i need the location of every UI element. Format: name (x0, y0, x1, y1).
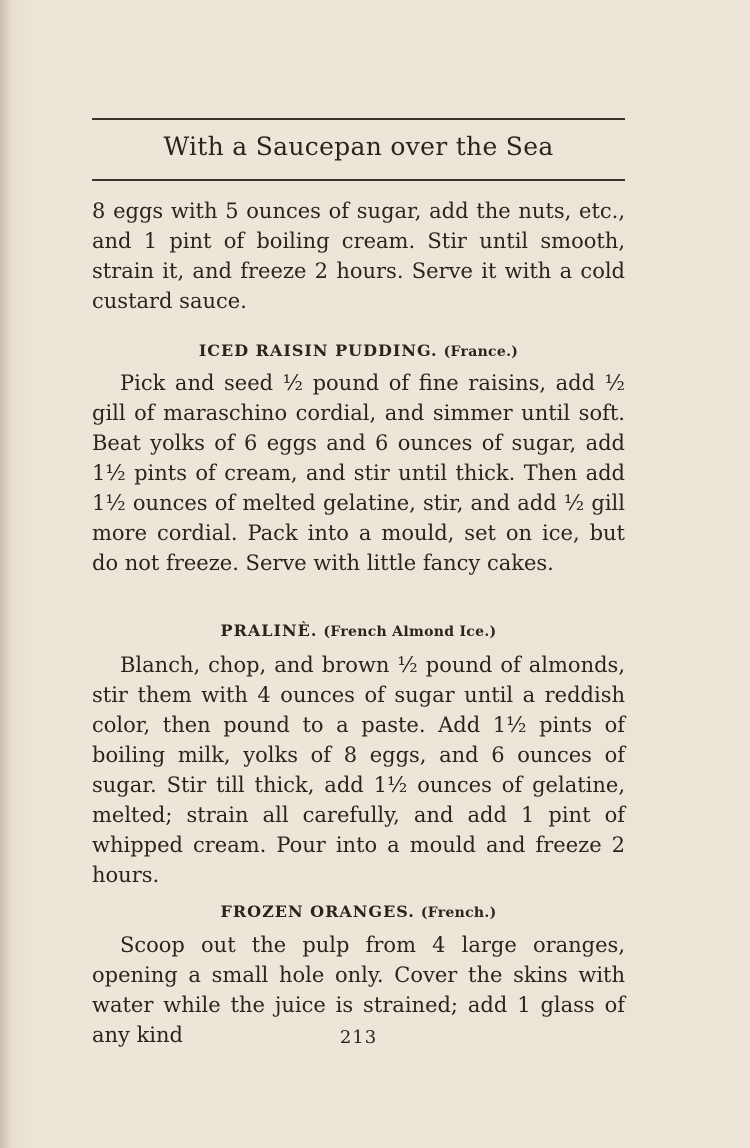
recipe-text-praline: Blanch, chop, and brown ½ pound of almonds, stir them with 4 ounces of sugar until a reddish color, then pound to a paste. Add 1½ pints of boiling milk, yolks of 8 eggs, and 6 ounces of sugar. Stir till thick, add 1½ ounces of gelatine, melted; strain all carefully, and add 1 pint of whipped cream. Pour into a mould and freeze 2 hours. (92, 653, 625, 887)
page-spine-shadow (0, 0, 10, 1148)
recipe-heading-iced-raisin-pudding (92, 341, 625, 360)
recipe-heading-praline (92, 621, 625, 640)
header-rule-top (92, 118, 625, 120)
recipe-text-iced-raisin-pudding: Pick and seed ½ pound of fine raisins, add ½ gill of maraschino cordial, and simmer until soft. Beat yolks of 6 eggs and 6 ounces of sugar, add 1½ pints of cream, and stir until thick. Then add 1½ ounces of melted gelatine, stir, and add ½ gill more cordial. Pack into a mould, set on ice, but do not freeze. Serve with little fancy cakes. (92, 371, 625, 575)
recipe-title: ICED RAISIN PUDDING. (198, 341, 438, 360)
recipe-heading-frozen-oranges (92, 902, 625, 921)
continuation-paragraph: 8 eggs with 5 ounces of sugar, add the nuts, etc., and 1 pint of boiling cream. Stir until smooth, strain it, and freeze 2 hours. Serve it with a cold custard sauce. (92, 199, 625, 313)
recipe-title: PRALINÈ. (220, 621, 318, 640)
recipe-origin: (France.) (443, 344, 519, 360)
recipe-text-frozen-oranges: Scoop out the pulp from 4 large oranges, opening a small hole only. Cover the skins with water while the juice is strained; add 1 glass of any kind (92, 933, 625, 1047)
recipe-origin: (French Almond Ice.) (323, 624, 497, 640)
recipe-origin: (French.) (420, 905, 497, 921)
running-head: With a Saucepan over the Sea (163, 132, 554, 161)
header-rule-bottom (92, 179, 625, 181)
recipe-title: FROZEN ORANGES. (220, 902, 415, 921)
page-number: 213 (339, 1027, 378, 1048)
